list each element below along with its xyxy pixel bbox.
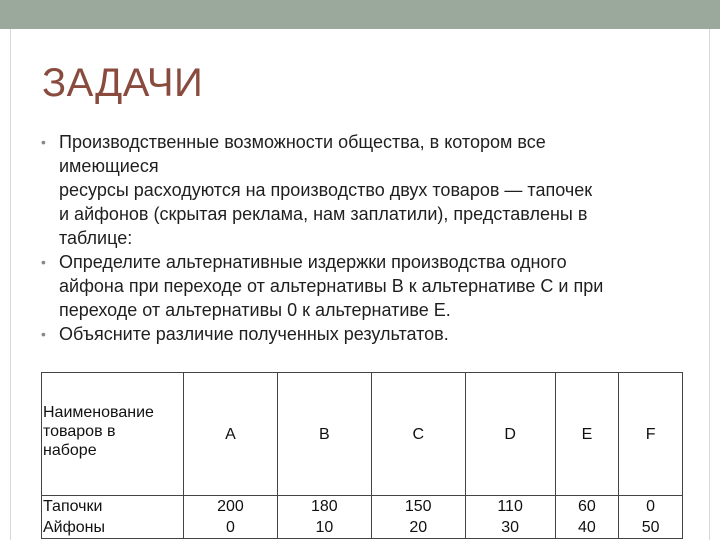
bullet-1-line-3: ресурсы расходуются на производство двух товаров — тапочек — [59, 180, 593, 200]
cell-slippers-c: 150 — [371, 496, 465, 518]
cell-slippers-e: 60 — [555, 496, 619, 518]
bullet-2-line-1: • Определите альтернативные издержки производства одного — [59, 252, 567, 272]
cell-iphones-a: 0 — [184, 517, 278, 539]
row-name-iphones: Айфоны — [42, 517, 184, 539]
table-row — [42, 517, 683, 539]
cell-slippers-d: 110 — [465, 496, 555, 518]
bullet-1-line-2: имеющиеся — [59, 156, 159, 176]
right-border-line — [709, 29, 710, 540]
bullet-2-line-3: переходе от альтернативы 0 к альтернативе Е. — [59, 300, 451, 320]
bullet-list — [41, 130, 681, 346]
bullet-1-line-4: и айфонов (скрытая реклама, нам заплатили), представлены в — [59, 204, 588, 224]
cell-iphones-c: 20 — [371, 517, 465, 539]
cell-slippers-b: 180 — [277, 496, 371, 518]
table-header-row — [42, 373, 683, 496]
cell-iphones-b: 10 — [277, 517, 371, 539]
column-header-a: A — [184, 373, 278, 496]
header-name-cell — [42, 373, 184, 496]
bullet-item-3 — [41, 322, 681, 346]
cell-iphones-e: 40 — [555, 517, 619, 539]
cell-slippers-a: 200 — [184, 496, 278, 518]
cell-slippers-f: 0 — [619, 496, 683, 518]
cell-iphones-d: 30 — [465, 517, 555, 539]
bullet-item-2 — [41, 250, 681, 322]
table-row — [42, 496, 683, 518]
bullet-2-line-2: айфона при переходе от альтернативы В к альтернативе С и при — [59, 276, 604, 296]
slide-title: ЗАДАЧИ — [42, 61, 204, 105]
left-border-line — [10, 29, 11, 540]
cell-iphones-f: 50 — [619, 517, 683, 539]
production-possibilities-table — [41, 372, 683, 539]
production-table — [41, 372, 683, 536]
column-header-b: B — [277, 373, 371, 496]
header-name-line-1: Наименование — [43, 404, 154, 421]
bullet-3-line-1: • Объясните различие полученных результатов. — [59, 324, 449, 344]
row-name-slippers: Тапочки — [42, 496, 184, 518]
bullet-1-line-5: таблице: — [59, 228, 133, 248]
column-header-c: C — [371, 373, 465, 496]
column-header-d: D — [465, 373, 555, 496]
top-accent-bar — [0, 0, 720, 29]
column-header-e: E — [555, 373, 619, 496]
header-name-line-2: товаров в — [43, 423, 116, 440]
column-header-f: F — [619, 373, 683, 496]
bullet-1-line-1: • Производственные возможности общества, в котором все — [59, 132, 546, 152]
bullet-item-1 — [41, 130, 681, 250]
header-name-line-3: наборе — [43, 442, 97, 459]
